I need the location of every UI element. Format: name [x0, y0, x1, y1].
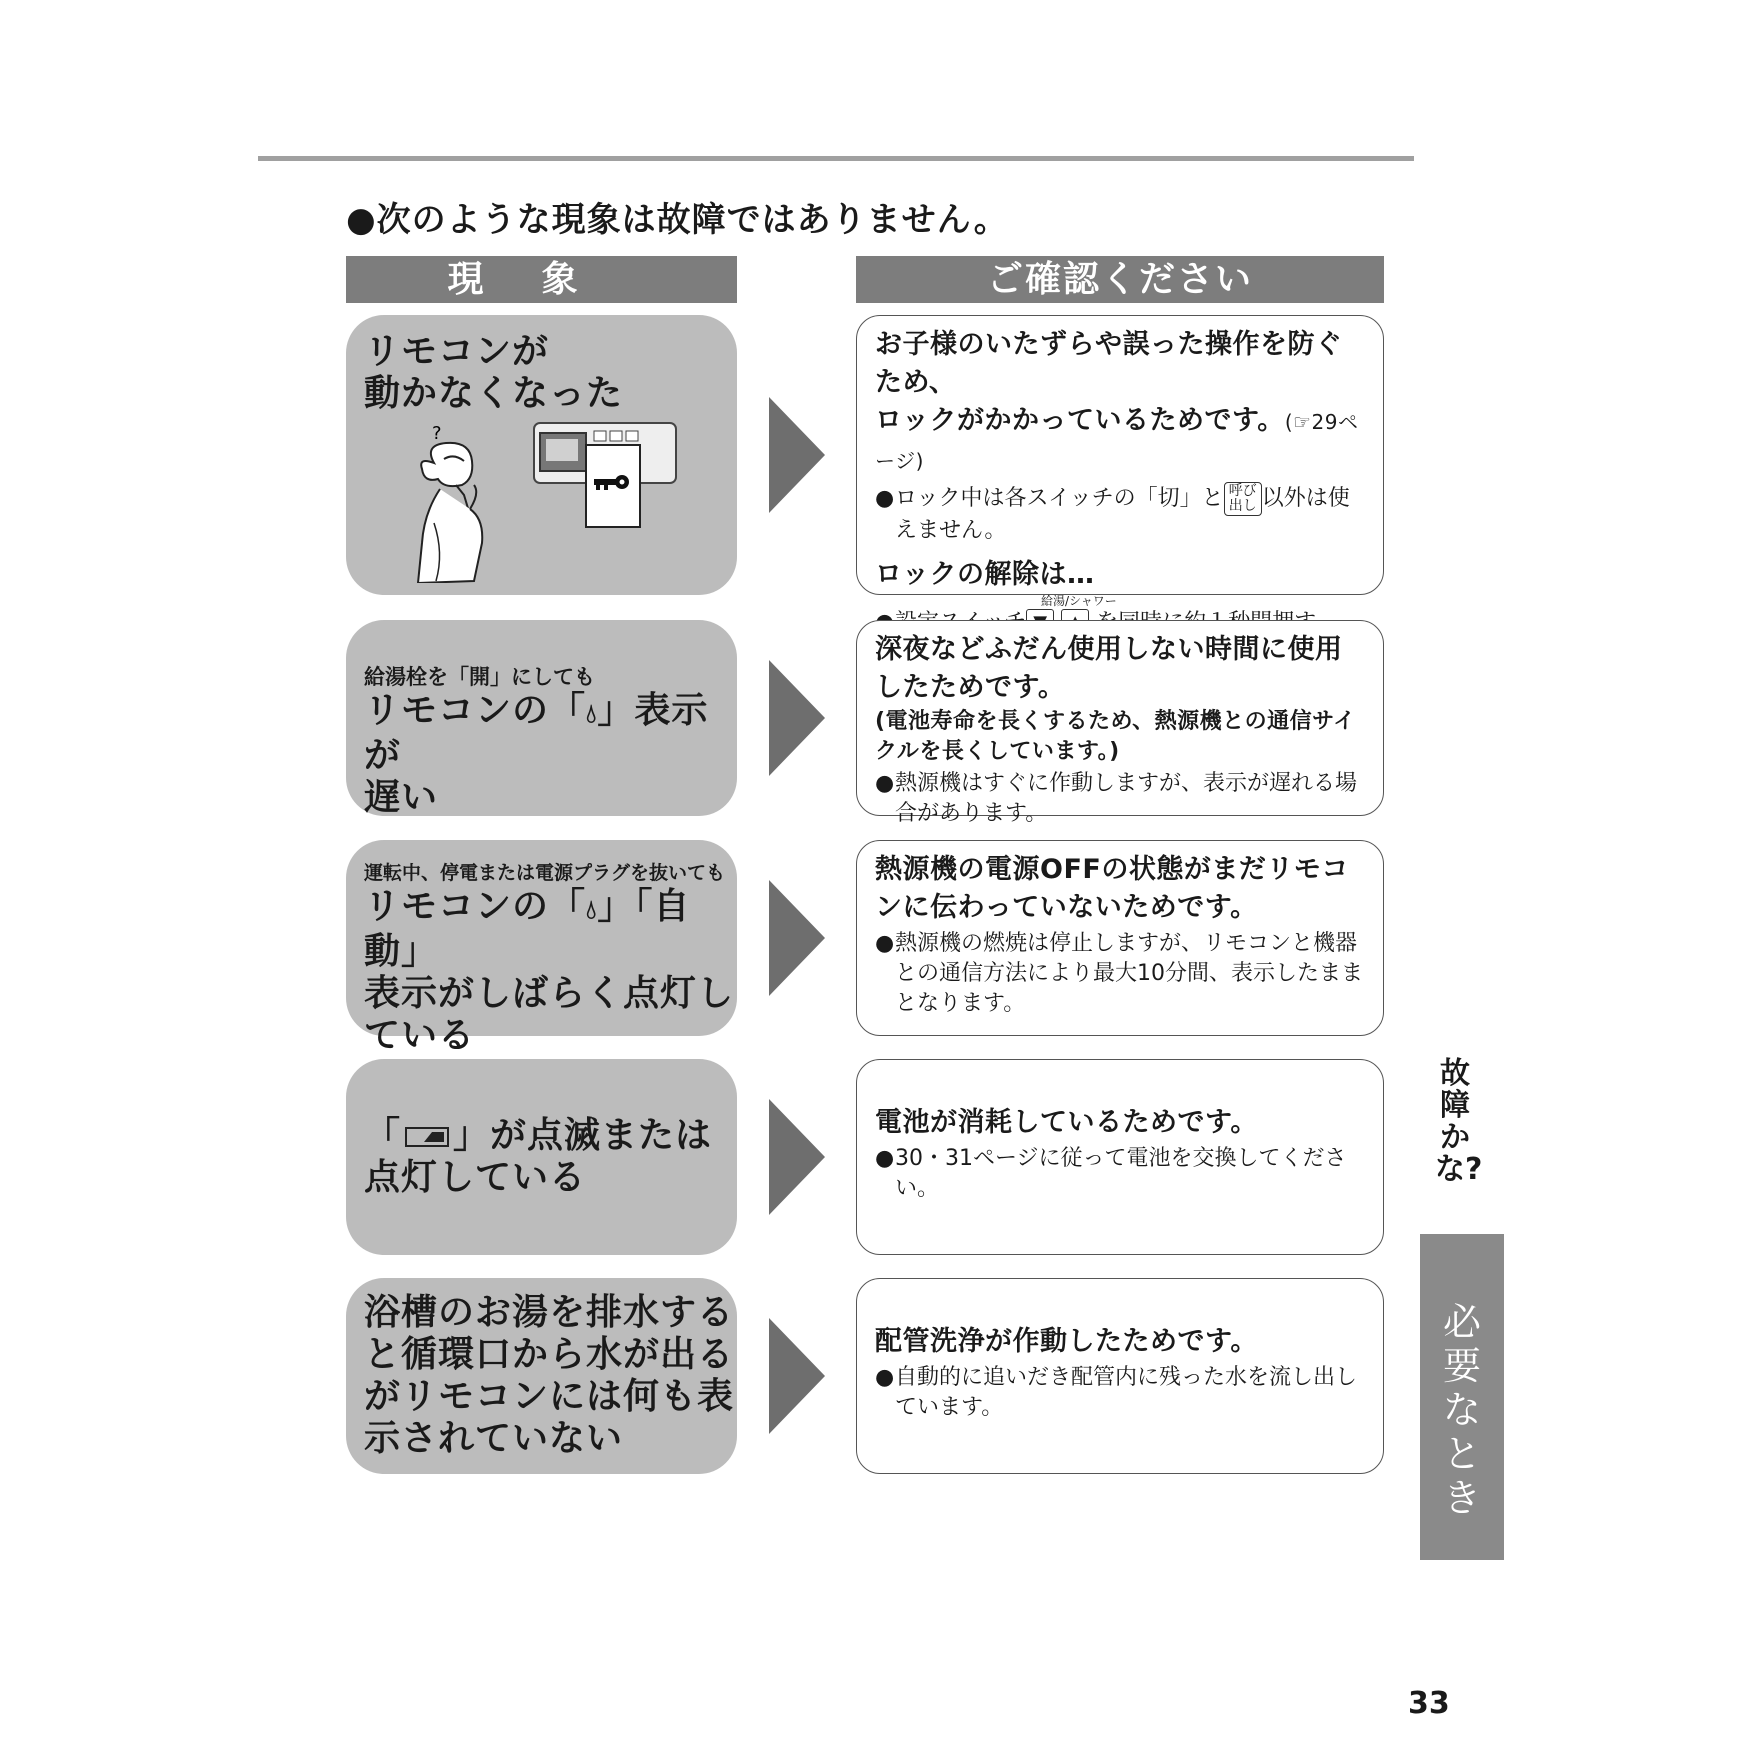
cause-3-bullet: ●熱源機の燃焼は停止しますが、リモコンと機器との通信方法により最大10分間、表示したままとなります。 [875, 931, 1363, 1016]
cause-4-main: 電池が消耗しているためです。 [875, 1107, 1258, 1138]
arrow-1 [769, 397, 825, 513]
svg-text:?: ? [432, 423, 442, 444]
cause-2-main: 深夜などふだん使用しない時間に使用したためです。 [875, 634, 1343, 703]
symptom-box-3: 運転中、停電または電源プラグを抜いても リモコンの「💧︎」「自動」 表示がしばらく点灯し ている [346, 840, 737, 1036]
symptom-1-line1: リモコンが [364, 331, 550, 372]
cause-1-bullet: ●ロック中は各スイッチの「切」と 呼び出し 以外は使えません。 [875, 483, 1350, 543]
unlock-label: 給湯/シャワー [1041, 594, 1117, 608]
cause-5-bullet: ●自動的に追いだき配管内に残った水を流し出しています。 [875, 1365, 1358, 1420]
arrow-3 [769, 880, 825, 996]
cause-5-main: 配管洗浄が作動したためです。 [875, 1326, 1258, 1357]
cause-1-page-ref: (☞29ページ) [875, 410, 1359, 473]
cause-box-5 [856, 1278, 1384, 1474]
symptom-1-line2: 動かなくなった [364, 373, 624, 414]
symptom-3-small: 運転中、停電または電源プラグを抜いても [364, 862, 726, 884]
top-rule [258, 156, 1414, 161]
symptom-box-1 [346, 315, 737, 595]
unlock-title: ロックの解除は… [875, 559, 1095, 590]
call-button-icon: 呼び出し [1224, 482, 1262, 516]
symptom-box-2: 給湯栓を「開」にしても リモコンの「💧︎」表示が 遅い [346, 620, 737, 816]
symptom-5-line1: 浴槽のお湯を排水する [364, 1292, 735, 1333]
cause-1-line1: お子様のいたずらや誤った操作を防ぐため、 [875, 329, 1343, 398]
intro-heading: ●次のような現象は故障ではありません。 [346, 200, 1009, 240]
confused-person-illustration [404, 423, 514, 583]
flame-icon: 💧︎ [586, 895, 598, 925]
symptom-4-line2: 点灯している [364, 1157, 587, 1198]
arrow-4 [769, 1099, 825, 1215]
battery-low-icon [405, 1127, 449, 1147]
cause-2-bullet: ●熱源機はすぐに作動しますが、表示が遅れる場合があります。 [875, 771, 1358, 826]
symptom-2-small: 給湯栓を「開」にしても [364, 665, 595, 689]
symptom-5-line3: がリモコンには何も表 [364, 1376, 735, 1417]
page-number: 33 [1408, 1686, 1450, 1721]
header-symptom: 現象 [346, 256, 737, 303]
side-tab[interactable] [1420, 1234, 1504, 1560]
cause-1-line2: ロックがかかっているためです。 [875, 405, 1285, 436]
symptom-box-5 [346, 1278, 737, 1474]
remote-lock-illustration [532, 421, 682, 541]
symptom-5-line4: 示されていない [364, 1418, 624, 1459]
symptom-box-4: 「 」が点滅または 点灯している [346, 1059, 737, 1255]
symptom-5-line2: と循環口から水が出る [364, 1334, 735, 1375]
header-check: ご確認ください [856, 256, 1384, 303]
cause-box-3 [856, 840, 1384, 1036]
symptom-3-line3: ている [364, 1015, 476, 1056]
cause-box-1 [856, 315, 1384, 608]
side-tab-label: 必要なとき [1442, 1300, 1481, 1520]
arrow-2 [769, 660, 825, 776]
cause-2-note: (電池寿命を長くするため、熱源機との通信サイクルを長くしています。) [875, 709, 1356, 764]
flame-icon: 💧︎ [586, 699, 598, 729]
cause-3-main: 熱源機の電源OFFの状態がまだリモコンに伝わっていないためです。 [875, 854, 1349, 923]
symptom-3-line2: 表示がしばらく点灯し [364, 973, 735, 1014]
cause-4-bullet: ●30・31ページに従って電池を交換してください。 [875, 1146, 1347, 1201]
cause-box-4 [856, 1059, 1384, 1255]
symptom-2-line2: 遅い [364, 777, 439, 818]
side-label: 故障かな? [1435, 1056, 1483, 1187]
cause-box-2 [856, 620, 1384, 826]
arrow-5 [769, 1318, 825, 1434]
